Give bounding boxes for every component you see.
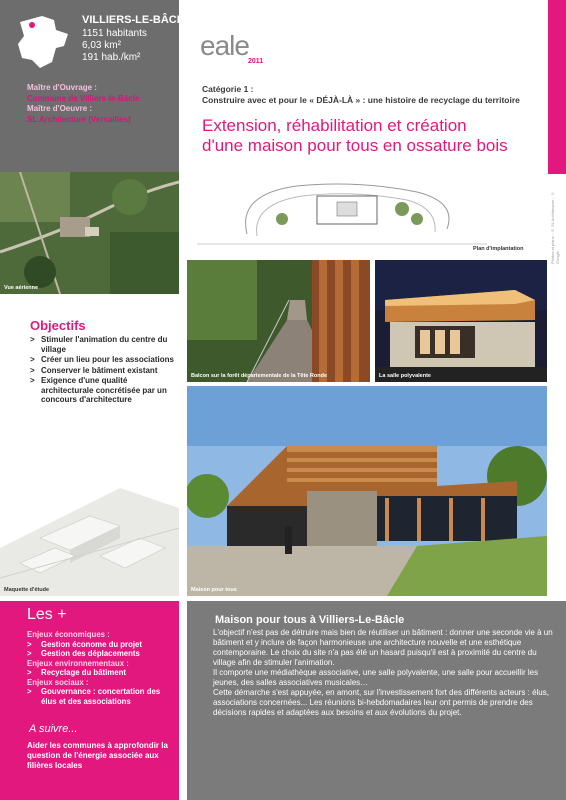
aerial-caption: Vue aérienne	[4, 285, 39, 291]
maitre-ouvrage-label: Maître d'Ouvrage :	[27, 83, 97, 92]
category-heading	[202, 84, 520, 106]
soc-item: > Gouvernance : concertation des élus et des associations	[27, 687, 177, 706]
maitre-ouvrage-value: Commune de Villiers-le-Bâcle	[27, 93, 140, 103]
eco-heading: Enjeux économiques :	[27, 630, 110, 639]
plan-caption: Plan d'implantation	[473, 246, 524, 252]
to-follow-title: A suivre...	[29, 723, 78, 735]
title-line-1: Extension, réhabilitation et création	[202, 116, 467, 135]
objectif-item: > Exigence d'une qualité architecturale concrétisée par un concours d'architecture	[30, 376, 178, 405]
description-body	[213, 628, 559, 718]
inhabitants-stat: 1151 habitants	[82, 28, 147, 39]
density-stat: 191 hab./km²	[82, 52, 141, 63]
main-building-photo	[187, 386, 547, 596]
category-description: Construire avec et pour le « DÉJÀ-LÀ » : une histoire de recyclage du territoire	[202, 95, 520, 105]
eco-item: > Gestion économe du projet	[27, 640, 177, 650]
eco-item: > Gestion des déplacements	[27, 649, 177, 659]
hall-photo	[375, 260, 547, 382]
description-paragraph: Il comporte une médiathèque associative, une salle polyvalente, une salle pour accueillir les jeunes, des salles associatives musicales…	[213, 668, 539, 687]
logo-year: 2011	[248, 58, 264, 65]
env-item: > Recyclage du bâtiment	[27, 668, 177, 678]
area-stat: 6,03 km²	[82, 40, 121, 51]
photo-credit: Photos et plans : © SL Architecture ; © Google	[550, 191, 560, 264]
objectif-item: > Stimuler l'animation du centre du village	[30, 335, 178, 354]
description-paragraph: L'objectif n'est pas de détruire mais bien de réutiliser un bâtiment : donner une seconde vie à un bâtiment et y inclure de façon harmonieuse une architecture nouvelle et une esthétique contemporaine. Le choix du site n'a pas été un hasard puisqu'il est à proximité du centre du village afin de stimuler l'animation.	[213, 628, 553, 667]
description-title: Maison pour tous à Villiers-Le-Bâcle	[215, 614, 405, 626]
walkway-photo	[187, 260, 370, 382]
objectifs-list	[30, 335, 178, 406]
project-owners	[27, 83, 177, 125]
maitre-oeuvre-value: SL Architecture (Versailles)	[27, 114, 131, 124]
to-follow-text: Aider les communes à approfondir la question de l'énergie associée aux filières locales	[27, 741, 168, 770]
eale-logo: eale	[200, 30, 249, 61]
page-title	[202, 116, 542, 156]
model-photo	[0, 468, 179, 596]
description-paragraph: Cette démarche s'est appuyée, en amont, sur l'investissement fort des différents acteurs : élus, associations concernées... Les réunions bi-hebdomadaires leur ont permis de prendre des décisions rapides et adaptées aux besoins et aux évolutions du projet.	[213, 688, 549, 717]
env-heading: Enjeux environnementaux :	[27, 658, 129, 668]
commune-map-icon	[12, 12, 72, 72]
objectifs-title: Objectifs	[30, 318, 86, 333]
category-label: Catégorie 1 :	[202, 84, 254, 94]
site-plan	[187, 174, 547, 256]
objectif-item: > Conserver le bâtiment existant	[30, 366, 178, 376]
advantages-title: Les +	[27, 606, 67, 623]
walkway-caption: Balcon sur la forêt départementale de la Tête Ronde	[191, 373, 328, 379]
aerial-photo	[0, 172, 179, 294]
objectif-item: > Créer un lieu pour les associations	[30, 355, 178, 365]
soc-heading: Enjeux sociaux :	[27, 677, 89, 687]
hall-caption: La salle polyvalente	[379, 373, 431, 379]
title-line-2: d'une maison pour tous en ossature bois	[202, 136, 508, 155]
maitre-oeuvre-label: Maître d'Oeuvre :	[27, 104, 93, 113]
advantages-list	[27, 630, 177, 706]
main-caption: Maison pour tous	[191, 587, 237, 593]
model-caption: Maquette d'étude	[4, 587, 50, 593]
commune-name: VILLIERS-LE-BÂCLE	[82, 14, 191, 26]
accent-bar	[548, 0, 566, 174]
